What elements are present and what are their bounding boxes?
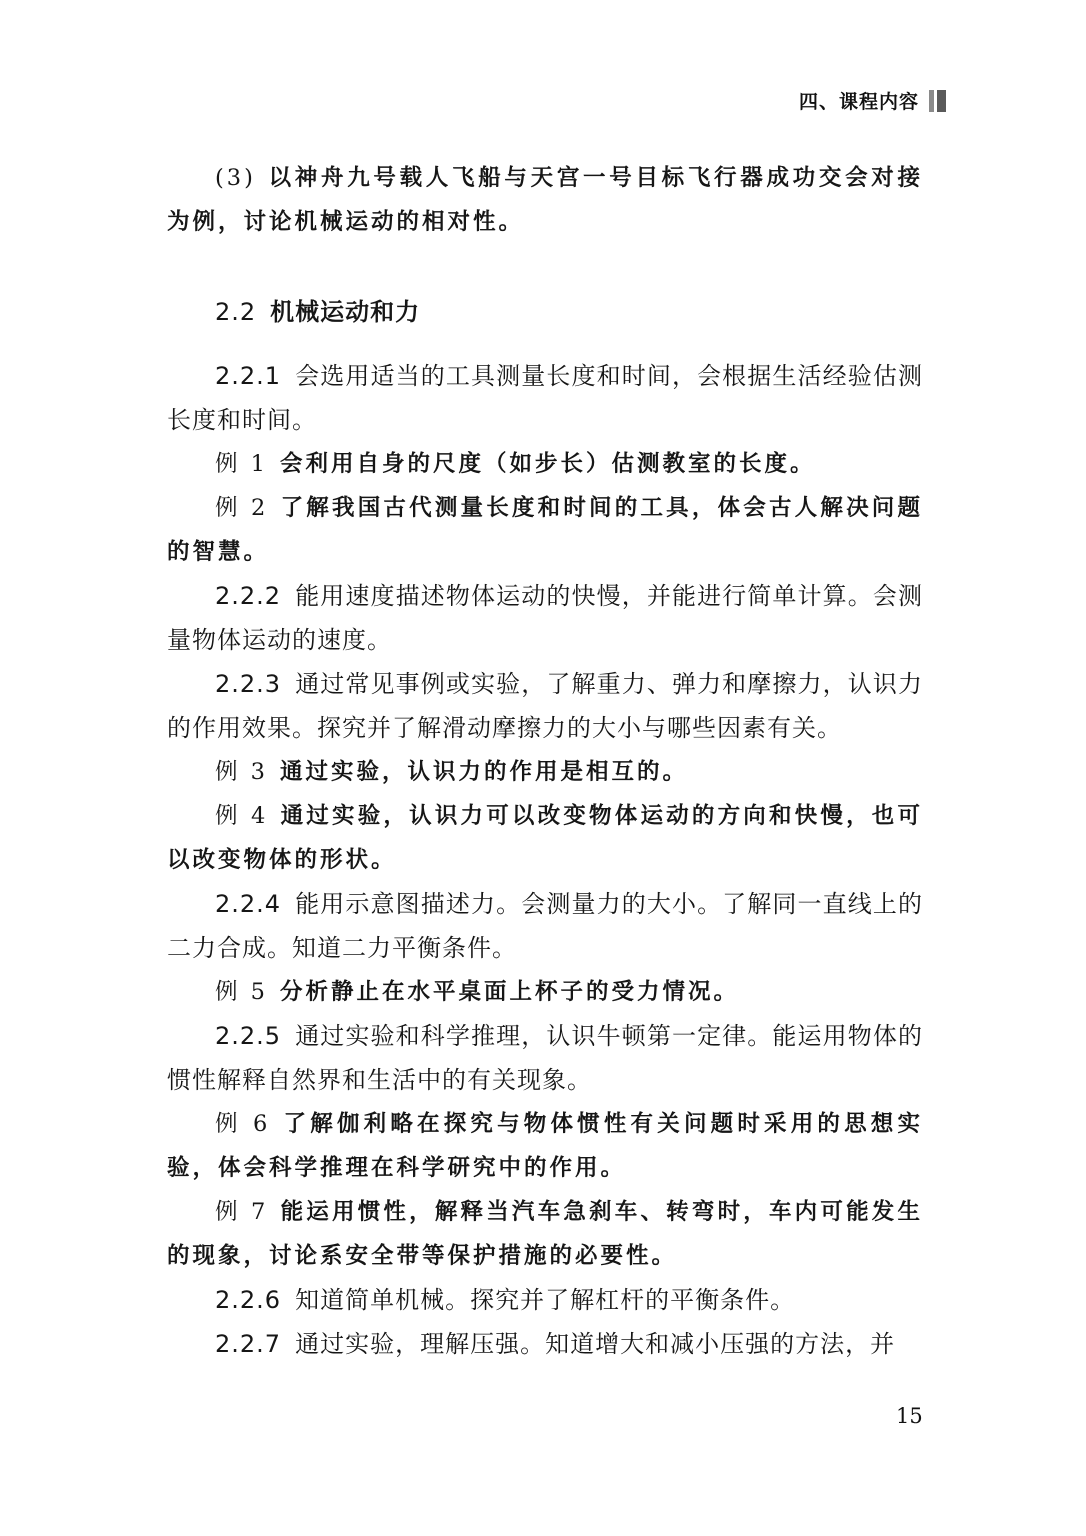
example-code: 例 4 bbox=[215, 803, 269, 829]
example-text: 通过实验，认识力的作用是相互的。 bbox=[279, 759, 688, 785]
item-text: 会选用适当的工具测量长度和时间，会根据生活经验估测长度和时间。 bbox=[167, 362, 923, 434]
example-code: (3) bbox=[215, 165, 256, 191]
section-heading bbox=[167, 290, 923, 334]
standard-item-2-2-4 bbox=[167, 882, 923, 970]
example-item-1 bbox=[167, 442, 923, 486]
example-code: 例 7 bbox=[215, 1199, 269, 1225]
item-code: 2.2.1 bbox=[215, 362, 282, 390]
standard-item-2-2-5 bbox=[167, 1014, 923, 1102]
standard-item-2-2-7 bbox=[167, 1322, 923, 1366]
example-text: 了解我国古代测量长度和时间的工具，体会古人解决问题的智慧。 bbox=[167, 495, 923, 565]
example-text: 会利用自身的尺度（如步长）估测教室的长度。 bbox=[279, 451, 816, 477]
header-bar-thick bbox=[937, 90, 946, 112]
header-bars-decoration bbox=[929, 90, 946, 112]
example-code: 例 3 bbox=[215, 759, 268, 785]
item-code: 2.2.7 bbox=[215, 1330, 282, 1358]
standard-item-2-2-1 bbox=[167, 354, 923, 442]
example-text: 以神舟九号载人飞船与天宫一号目标飞行器成功交会对接为例，讨论机械运动的相对性。 bbox=[167, 165, 923, 235]
item-text: 能用速度描述物体运动的快慢，并能进行简单计算。会测量物体运动的速度。 bbox=[167, 582, 923, 654]
item-code: 2.2.3 bbox=[215, 670, 282, 698]
example-text: 了解伽利略在探究与物体惯性有关问题时采用的思想实验，体会科学推理在科学研究中的作用。 bbox=[167, 1111, 923, 1181]
example-item-3 bbox=[167, 750, 923, 794]
item-text: 能用示意图描述力。会测量力的大小。了解同一直线上的二力合成。知道二力平衡条件。 bbox=[167, 890, 923, 962]
section-title: 机械运动和力 bbox=[270, 298, 421, 326]
example-text: 分析静止在水平桌面上杯子的受力情况。 bbox=[279, 979, 739, 1005]
example-code: 例 6 bbox=[215, 1111, 271, 1137]
item-code: 2.2.4 bbox=[215, 890, 282, 918]
running-header-title: 四、课程内容 bbox=[798, 91, 919, 113]
example-item-7 bbox=[167, 1190, 923, 1278]
standard-item-2-2-2 bbox=[167, 574, 923, 662]
standard-item-2-2-6 bbox=[167, 1278, 923, 1322]
item-code: 2.2.6 bbox=[215, 1286, 282, 1314]
header-bar-thin bbox=[929, 90, 934, 112]
item-text: 知道简单机械。探究并了解杠杆的平衡条件。 bbox=[295, 1286, 796, 1314]
item-text: 通过实验，理解压强。知道增大和减小压强的方法，并 bbox=[295, 1330, 896, 1358]
item-text: 通过实验和科学推理，认识牛顿第一定律。能运用物体的惯性解释自然界和生活中的有关现象。 bbox=[167, 1022, 923, 1094]
example-item-5 bbox=[167, 970, 923, 1014]
example-item-6 bbox=[167, 1102, 923, 1190]
item-code: 2.2.5 bbox=[215, 1022, 282, 1050]
section-number: 2.2 bbox=[215, 298, 257, 326]
example-code: 例 1 bbox=[215, 451, 268, 477]
item-code: 2.2.2 bbox=[215, 582, 282, 610]
example-paragraph-3 bbox=[167, 156, 923, 244]
main-content bbox=[167, 156, 923, 1366]
example-code: 例 2 bbox=[215, 495, 269, 521]
example-text: 通过实验，认识力可以改变物体运动的方向和快慢，也可以改变物体的形状。 bbox=[167, 803, 923, 873]
example-text: 能运用惯性，解释当汽车急刹车、转弯时，车内可能发生的现象，讨论系安全带等保护措施的必要性。 bbox=[167, 1199, 923, 1269]
example-code: 例 5 bbox=[215, 979, 268, 1005]
example-item-4 bbox=[167, 794, 923, 882]
standard-item-2-2-3 bbox=[167, 662, 923, 750]
running-header bbox=[799, 87, 946, 114]
item-text: 通过常见事例或实验，了解重力、弹力和摩擦力，认识力的作用效果。探究并了解滑动摩擦力的大小与哪些因素有关。 bbox=[167, 670, 923, 742]
page-number: 15 bbox=[896, 1404, 923, 1428]
example-item-2 bbox=[167, 486, 923, 574]
